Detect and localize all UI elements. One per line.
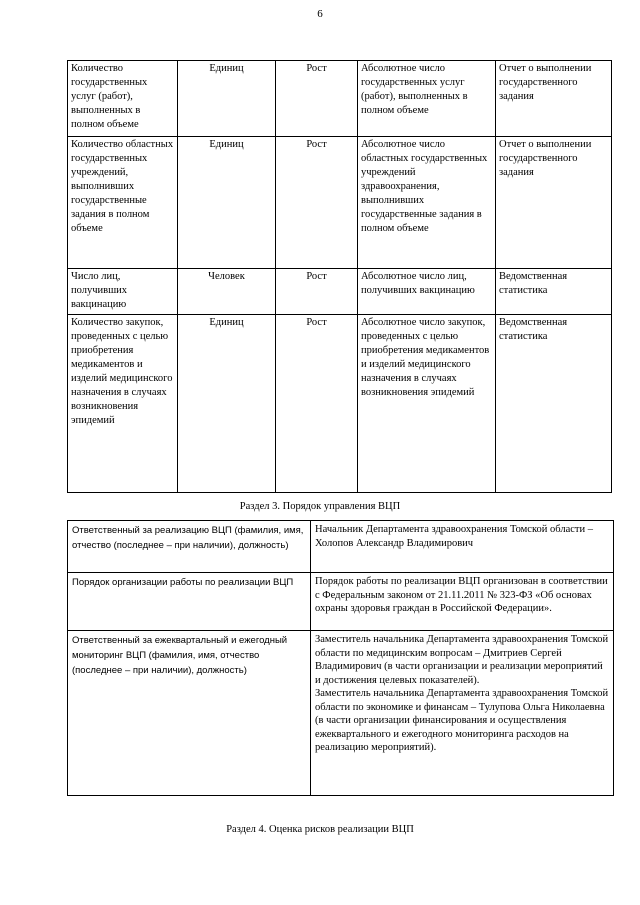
page-number: 6: [317, 8, 323, 20]
indicator-trend-cell: Рост: [276, 137, 358, 269]
monitoring-value-paragraph: Заместитель начальника Департамента здравоохранения Томской области по экономике и финансам – Тулупова Ольга Николаевна (в части организации финансирования и осуществления ежеквартального и ежегодного мониторинга расходов на реализацию мероприятий).: [315, 688, 609, 753]
table-row: [68, 315, 612, 493]
indicator-description-cell: Абсолютное число государственных услуг (работ), выполненных в полном объеме: [358, 61, 496, 137]
indicator-name-cell: Число лиц, получивших вакцинацию: [68, 269, 178, 315]
responsible-value-cell: Начальник Департамента здравоохранения Томской области – Холопов Александр Владимирович: [311, 521, 614, 573]
table-row: [68, 521, 614, 573]
monitoring-value-paragraph: Заместитель начальника Департамента здравоохранения Томской области по медицинским вопросам – Дмитриев Сергей Владимирович (в части организации и реализации мероприятий и достижения целевых показателей).: [315, 634, 609, 686]
table-row: [68, 137, 612, 269]
section-3-title: Раздел 3. Порядок управления ВЦП: [239, 501, 401, 512]
table-row: [68, 631, 614, 796]
table-row: [68, 269, 612, 315]
indicator-unit-cell: Единиц: [178, 137, 276, 269]
responsible-label-cell: Ответственный за реализацию ВЦП (фамилия, имя, отчество (последнее – при наличии), должность): [68, 521, 311, 573]
indicator-trend-cell: Рост: [276, 315, 358, 493]
monitoring-value-cell: [311, 631, 614, 796]
table-row: [68, 61, 612, 137]
indicator-name-cell: Количество областных государственных учреждений, выполнивших государственные задания в полном объеме: [68, 137, 178, 269]
indicator-source-cell: Отчет о выполнении государственного задания: [496, 61, 612, 137]
table-row: [68, 573, 614, 631]
work-order-label-cell: Порядок организации работы по реализации ВЦП: [68, 573, 311, 631]
indicator-source-cell: Отчет о выполнении государственного задания: [496, 137, 612, 269]
indicator-trend-cell: Рост: [276, 61, 358, 137]
indicator-name-cell: Количество государственных услуг (работ), выполненных в полном объеме: [68, 61, 178, 137]
indicator-source-cell: Ведомственная статистика: [496, 315, 612, 493]
section-4-title: Раздел 4. Оценка рисков реализации ВЦП: [226, 824, 414, 835]
indicator-unit-cell: Человек: [178, 269, 276, 315]
indicator-description-cell: Абсолютное число областных государственных учреждений здравоохранения, выполнивших государственные задания в полном объеме: [358, 137, 496, 269]
monitoring-label-cell: Ответственный за ежеквартальный и ежегодный мониторинг ВЦП (фамилия, имя, отчество (последнее – при наличии), должность): [68, 631, 311, 796]
indicators-table: [67, 60, 612, 493]
indicator-name-cell: Количество закупок, проведенных с целью приобретения медикаментов и изделий медицинского назначения в случаях возникновения эпидемий: [68, 315, 178, 493]
indicator-unit-cell: Единиц: [178, 315, 276, 493]
indicator-source-cell: Ведомственная статистика: [496, 269, 612, 315]
indicator-description-cell: Абсолютное число закупок, проведенных с целью приобретения медикаментов и изделий медицинского назначения в случаях возникновения эпидемий: [358, 315, 496, 493]
management-table: [67, 520, 614, 796]
indicator-trend-cell: Рост: [276, 269, 358, 315]
work-order-value-cell: Порядок работы по реализации ВЦП организован в соответствии с Федеральным законом от 21.11.2011 № 323-ФЗ «Об основах охраны здоровья граждан в Российской Федерации».: [311, 573, 614, 631]
indicator-description-cell: Абсолютное число лиц, получивших вакцинацию: [358, 269, 496, 315]
indicator-unit-cell: Единиц: [178, 61, 276, 137]
